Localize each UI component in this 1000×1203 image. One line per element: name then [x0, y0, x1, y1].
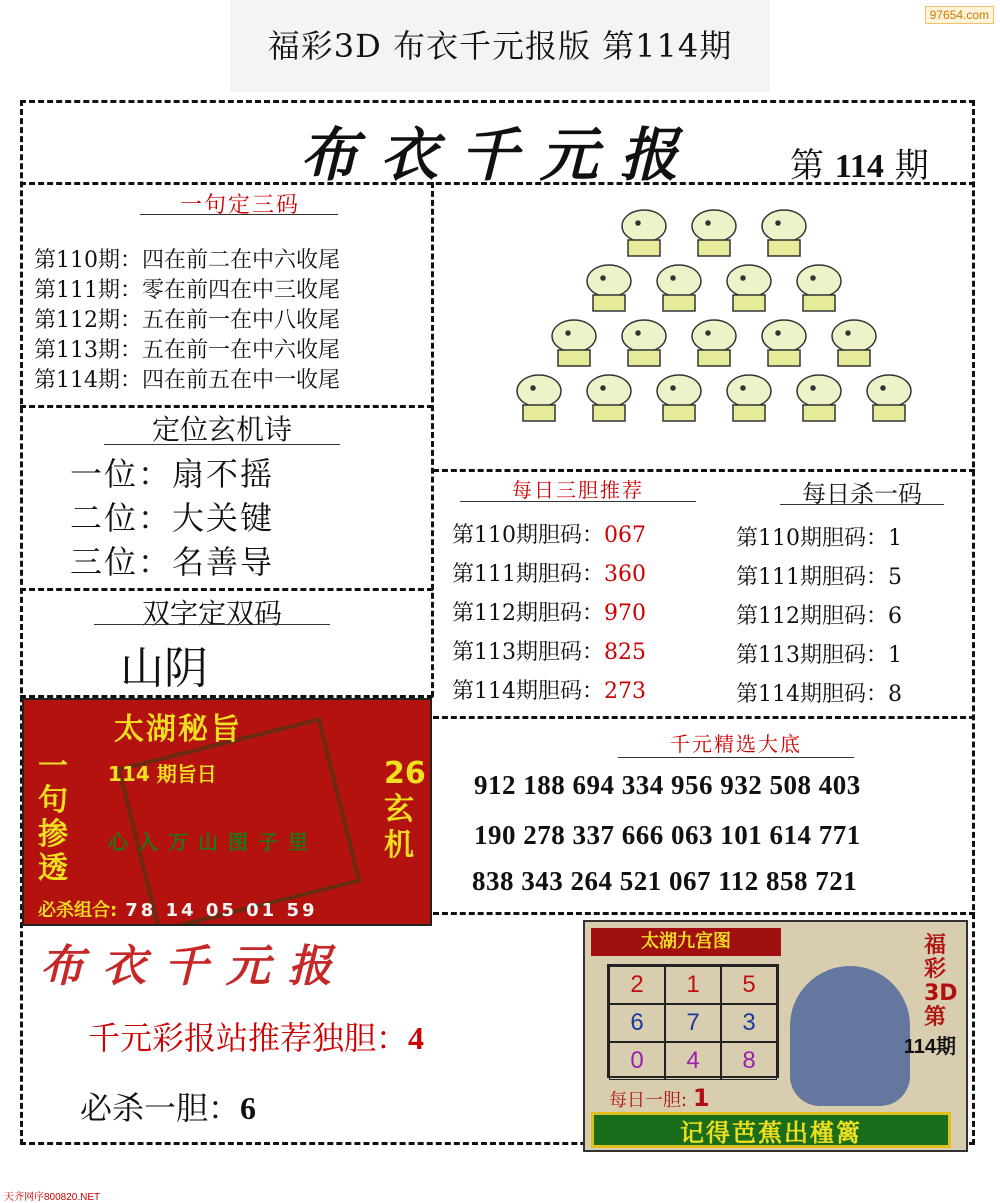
- list-item: 第113期：五在前一在中六收尾: [34, 338, 340, 363]
- issue-suffix: 期: [894, 146, 929, 186]
- taihu-frame-decoration: [117, 717, 362, 926]
- qianyuan-title: 千元精选大底: [670, 732, 802, 756]
- taihu-issue: 114 期旨日: [108, 762, 217, 786]
- dan-label: 第114期胆码：: [452, 679, 604, 704]
- cartoon-eye: [636, 331, 640, 335]
- cartoon-figure: [797, 265, 841, 297]
- cartoon-eye: [811, 386, 815, 390]
- qianyuan-line: 190 278 337 666 063 101 614 771: [474, 820, 861, 850]
- nine-slogan: 记得芭蕉出槿篱: [591, 1112, 951, 1148]
- nine-daily-label: 每日一胆:: [609, 1090, 688, 1111]
- site-watermark: 97654.com: [925, 6, 994, 24]
- cartoon-figure: [762, 210, 806, 242]
- poem-underline: [104, 444, 340, 445]
- cartoon-figure: [587, 375, 631, 407]
- taihu-kill-label: 必杀组合:: [38, 900, 118, 921]
- kill-one-list: [736, 519, 902, 714]
- poem-lines: [70, 452, 274, 584]
- cartoon-figure-body: [558, 350, 590, 366]
- cartoon-figure-body: [768, 240, 800, 256]
- cartoon-figure: [657, 375, 701, 407]
- cartoon-figure-body: [628, 240, 660, 256]
- cartoon-figure-body: [663, 295, 695, 311]
- kill-one-underline: [780, 504, 944, 505]
- cartoon-figure: [657, 265, 701, 297]
- three-dan-underline: [460, 501, 696, 502]
- footer-watermark: 天齐网序800820.NET: [4, 1192, 101, 1203]
- nine-grid-cell: 7: [665, 1004, 721, 1042]
- cartoon-eye: [601, 276, 605, 280]
- double-word-title: 双字定双码: [141, 597, 282, 630]
- cartoon-figure: [867, 375, 911, 407]
- qianyuan-underline: [618, 757, 854, 758]
- kill-row: 第110期胆码：1: [736, 526, 902, 551]
- cartoon-eye: [566, 331, 570, 335]
- issue-prefix: 第: [790, 146, 824, 186]
- cartoon-eye: [741, 386, 745, 390]
- taihu-right-text: 26玄机: [384, 756, 426, 863]
- nine-grid: [607, 964, 779, 1078]
- cartoon-eye: [601, 386, 605, 390]
- cartoon-figure-body: [523, 405, 555, 421]
- cartoon-eye: [846, 331, 850, 335]
- nine-grid-cell: 5: [721, 966, 777, 1004]
- recommend-single: [88, 1013, 424, 1059]
- cartoon-eye: [531, 386, 535, 390]
- dan-label: 第112期胆码：: [452, 601, 604, 626]
- divider-image: [433, 469, 975, 472]
- dan-row: [452, 633, 646, 672]
- nine-grid-cell: 8: [721, 1042, 777, 1080]
- cartoon-figure: [622, 210, 666, 242]
- dan-value: 360: [604, 562, 646, 587]
- cartoon-figure: [517, 375, 561, 407]
- nine-grid-cell: 6: [609, 1004, 665, 1042]
- cartoon-figure-body: [803, 405, 835, 421]
- cartoon-figure-body: [663, 405, 695, 421]
- nine-grid-cell: 2: [609, 966, 665, 1004]
- cartoon-eye: [671, 276, 675, 280]
- cartoon-eye: [776, 221, 780, 225]
- cartoon-figure: [622, 320, 666, 352]
- dan-label: 第113期胆码：: [452, 640, 604, 665]
- taihu-kill: [38, 896, 318, 922]
- kill-single-value: 6: [240, 1090, 257, 1126]
- issue-label: [790, 138, 929, 187]
- divider-qianyuan: [433, 912, 975, 915]
- cartoon-figure-body: [593, 295, 625, 311]
- dan-value: 067: [604, 523, 646, 548]
- cartoon-figure: [832, 320, 876, 352]
- list-item: 第111期：零在前四在中三收尾: [34, 278, 340, 303]
- cartoon-eye: [741, 276, 745, 280]
- cartoon-figure-body: [803, 295, 835, 311]
- cartoon-eye: [671, 386, 675, 390]
- cartoon-figure-body: [733, 405, 765, 421]
- nine-daily: [609, 1084, 710, 1112]
- taihu-middle-text: 心入万山图子里: [108, 830, 318, 854]
- nine-issue: 114期: [903, 1036, 956, 1058]
- cartoon-figure-body: [733, 295, 765, 311]
- cartoon-figure: [692, 210, 736, 242]
- dan-row: [452, 594, 646, 633]
- nine-grid-cell: 3: [721, 1004, 777, 1042]
- cartoon-figure: [762, 320, 806, 352]
- cartoon-figure-body: [838, 350, 870, 366]
- cartoon-eye: [706, 331, 710, 335]
- dan-label: 第110期胆码：: [452, 523, 604, 548]
- poem-line: 三位：名善导: [70, 543, 275, 581]
- poem-title: 定位玄机诗: [151, 413, 292, 446]
- kill-single-label: 必杀一胆：: [80, 1089, 241, 1127]
- taihu-kill-numbers: 78 14 05 01 59: [125, 900, 318, 921]
- cartoon-figure: [727, 265, 771, 297]
- nine-grid-cell: 4: [665, 1042, 721, 1080]
- dan-row: [452, 555, 646, 594]
- double-word-underline: [94, 624, 330, 625]
- cartoon-figure: [797, 375, 841, 407]
- nine-grid-cell: 0: [609, 1042, 665, 1080]
- cartoon-figure-body: [628, 350, 660, 366]
- nine-grid-image: [583, 920, 968, 1152]
- list-item: 第114期：四在前五在中一收尾: [34, 368, 340, 393]
- dan-value: 970: [604, 601, 646, 626]
- double-word-value: 山阴: [120, 643, 208, 694]
- nine-side-text: 福彩3D第: [924, 933, 958, 1030]
- cartoon-figure: [552, 320, 596, 352]
- one-sentence-list: [34, 246, 340, 396]
- nine-grid-cell: 1: [665, 966, 721, 1004]
- cartoon-eye: [636, 221, 640, 225]
- kill-row: 第112期胆码：6: [736, 604, 902, 629]
- divider-poem: [20, 588, 433, 591]
- issue-number: 114: [834, 148, 884, 185]
- kill-row: 第113期胆码：1: [736, 643, 902, 668]
- one-sentence-title: 一句定三码: [179, 193, 300, 218]
- cartoon-figure-body: [593, 405, 625, 421]
- taihu-image: [22, 698, 432, 926]
- kill-one-title: 每日杀一码: [802, 480, 922, 508]
- page-title: 福彩3D 布衣千元报版 第114期: [230, 0, 770, 92]
- cartoon-figure: [587, 265, 631, 297]
- cartoon-figure: [727, 375, 771, 407]
- dan-row: [452, 672, 646, 711]
- qianyuan-line: 912 188 694 334 956 932 508 403: [474, 770, 861, 800]
- nine-daily-value: 1: [692, 1084, 710, 1112]
- cartoon-figure-body: [873, 405, 905, 421]
- cartoon-pyramid-image: [490, 200, 940, 440]
- divider-dan: [433, 716, 975, 719]
- dan-row: [452, 516, 646, 555]
- nine-grid-title: 太湖九宫图: [591, 928, 781, 956]
- figure-illustration: [790, 966, 910, 1106]
- list-item: 第112期：五在前一在中八收尾: [34, 308, 340, 333]
- kill-single: [80, 1083, 256, 1129]
- left-column-divider: [431, 182, 434, 697]
- taihu-title: 太湖秘旨: [114, 712, 242, 747]
- cartoon-figure-body: [698, 240, 730, 256]
- one-sentence-underline: [140, 214, 338, 215]
- cartoon-eye: [776, 331, 780, 335]
- kill-row: 第114期胆码：8: [736, 682, 902, 707]
- qianyuan-line: 838 343 264 521 067 112 858 721: [472, 866, 858, 896]
- cartoon-figure-body: [768, 350, 800, 366]
- dan-value: 273: [604, 679, 646, 704]
- recommend-value: 4: [408, 1020, 425, 1056]
- three-dan-title: 每日三胆推荐: [512, 478, 644, 502]
- paper-name: 布衣千元报: [300, 121, 701, 189]
- three-dan-list: [452, 516, 646, 711]
- cartoon-eye: [881, 386, 885, 390]
- taihu-left-text: 一句掺透: [38, 749, 68, 886]
- cartoon-eye: [811, 276, 815, 280]
- dan-label: 第111期胆码：: [452, 562, 604, 587]
- kill-row: 第111期胆码：5: [736, 565, 902, 590]
- list-item: 第110期：四在前二在中六收尾: [34, 248, 340, 273]
- masthead-divider: [20, 182, 975, 185]
- recommend-label: 千元彩报站推荐独胆：: [88, 1019, 409, 1057]
- poem-line: 一位：扇不摇: [70, 455, 275, 493]
- cartoon-figure: [692, 320, 736, 352]
- dan-value: 825: [604, 640, 646, 665]
- brush-calligraphy: 布衣千元报: [40, 941, 350, 992]
- cartoon-eye: [706, 221, 710, 225]
- poem-line: 二位：大关键: [70, 499, 275, 537]
- cartoon-figure-body: [698, 350, 730, 366]
